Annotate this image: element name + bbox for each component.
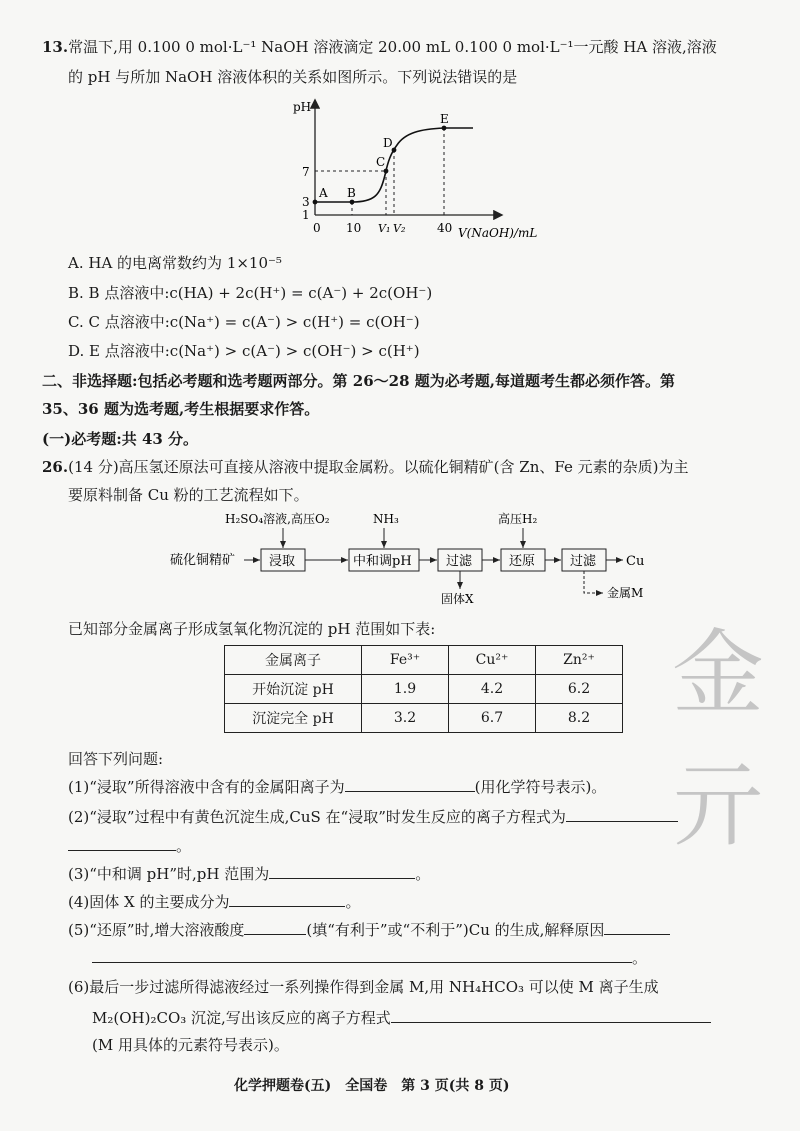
y-tick-3: 3 bbox=[302, 195, 310, 209]
subq-6-line1: (6)最后一步过滤所得滤液经过一系列操作得到金属 M,用 NH₄HCO₃ 可以使 M 离子生成 bbox=[68, 978, 659, 996]
svg-text:浸取: 浸取 bbox=[269, 554, 296, 569]
q13-stem-line2: 的 pH 与所加 NaOH 溶液体积的关系如图所示。下列说法错误的是 bbox=[68, 68, 518, 86]
point-a bbox=[313, 200, 318, 205]
subq-3: (3)“中和调 pH”时,pH 范围为 。 bbox=[68, 862, 430, 885]
answer-blank-6[interactable] bbox=[391, 1006, 711, 1023]
point-a-label: A bbox=[319, 186, 328, 200]
q13-option-c: C. C 点溶液中:c(Na⁺) = c(A⁻) > c(H⁺) = c(OH⁻) bbox=[68, 313, 420, 331]
q13-option-b: B. B 点溶液中:c(HA) + 2c(H⁺) = c(A⁻) + 2c(OH⁻) bbox=[68, 284, 433, 302]
svg-text:中和调pH: 中和调pH bbox=[353, 554, 412, 569]
q26-intro-line1 bbox=[42, 456, 688, 478]
subq-6-line3: (M 用具体的元素符号表示)。 bbox=[92, 1036, 289, 1054]
page-footer: 化学押题卷(五) 全国卷 第 3 页(共 8 页) bbox=[234, 1078, 510, 1094]
table-cell: 4.2 bbox=[449, 675, 536, 704]
answer-blank-5c[interactable] bbox=[92, 946, 632, 963]
point-b bbox=[350, 200, 355, 205]
section2-subheading: (一)必考题:共 43 分。 bbox=[42, 430, 199, 448]
precipitation-ph-table bbox=[224, 645, 623, 733]
table-header-row bbox=[225, 646, 623, 675]
subq-1: (1)“浸取”所得溶液中含有的金属阳离子为 (用化学符号表示)。 bbox=[68, 775, 606, 798]
answer-blank-3[interactable] bbox=[269, 862, 415, 879]
x-tick-10: 10 bbox=[346, 221, 362, 235]
q13-option-d: D. E 点溶液中:c(Na⁺) > c(A⁻) > c(OH⁻) > c(H⁺) bbox=[68, 342, 420, 360]
table-cell: 沉淀完全 pH bbox=[225, 704, 362, 733]
flow-reagent-nh3: NH₃ bbox=[373, 512, 399, 526]
y-tick-7: 7 bbox=[302, 165, 310, 179]
subq-5: (5)“还原”时,增大溶液酸度 (填“有利于”或“不利于”)Cu 的生成,解释原因 bbox=[68, 918, 670, 941]
answer-blank-5a[interactable] bbox=[244, 918, 306, 935]
x-tick-0: 0 bbox=[313, 221, 321, 235]
subq-2-cont: 。 bbox=[68, 834, 191, 857]
flow-reagent-acid: H₂SO₄溶液,高压O₂ bbox=[225, 512, 330, 526]
section2-line1: 二、非选择题:包括必考题和选考题两部分。第 26～28 题为必考题,每道题考生都必须作答。第 bbox=[42, 372, 675, 390]
x-tick-v1: V₁ bbox=[378, 222, 391, 235]
table-row bbox=[225, 675, 623, 704]
answer-intro: 回答下列问题: bbox=[68, 750, 164, 768]
answer-blank-5b[interactable] bbox=[604, 918, 670, 935]
answer-blank-4[interactable] bbox=[229, 890, 345, 907]
answer-blank-2b[interactable] bbox=[68, 834, 176, 851]
q26-intro-line2: 要原料制备 Cu 粉的工艺流程如下。 bbox=[68, 486, 309, 504]
table-intro: 已知部分金属离子形成氢氧化物沉淀的 pH 范围如下表: bbox=[68, 620, 436, 638]
svg-text:过滤: 过滤 bbox=[446, 554, 473, 569]
q26-number: 26. bbox=[42, 458, 69, 476]
table-cell: 8.2 bbox=[536, 704, 623, 733]
table-cell: 6.2 bbox=[536, 675, 623, 704]
table-header-cell: Zn²⁺ bbox=[536, 646, 623, 675]
subq-4: (4)固体 X 的主要成分为 。 bbox=[68, 890, 360, 913]
point-e bbox=[442, 126, 447, 131]
flow-product-cu: Cu bbox=[626, 554, 645, 569]
section2-line2: 35、36 题为选考题,考生根据要求作答。 bbox=[42, 400, 320, 418]
watermark: 金亓 bbox=[672, 620, 755, 859]
process-flowchart bbox=[165, 505, 685, 605]
q13-stem-line1 bbox=[42, 36, 717, 58]
point-b-label: B bbox=[347, 186, 356, 200]
flow-start: 硫化铜精矿 bbox=[170, 553, 236, 568]
table-header-cell: Fe³⁺ bbox=[362, 646, 449, 675]
point-d-label: D bbox=[383, 136, 393, 150]
q13-number: 13. bbox=[42, 38, 69, 56]
subq-5-cont: 。 bbox=[92, 946, 647, 969]
table-header-cell: Cu²⁺ bbox=[449, 646, 536, 675]
flow-solid-x: 固体X bbox=[441, 592, 474, 605]
y-axis-label: pH bbox=[293, 100, 312, 114]
titration-chart bbox=[285, 95, 605, 245]
q13-option-a: A. HA 的电离常数约为 1×10⁻⁵ bbox=[68, 254, 282, 272]
flow-metal-m: 金属M bbox=[607, 586, 644, 600]
table-cell: 6.7 bbox=[449, 704, 536, 733]
table-cell: 3.2 bbox=[362, 704, 449, 733]
x-tick-40: 40 bbox=[437, 221, 453, 235]
subq-6-line2: M₂(OH)₂CO₃ 沉淀,写出该反应的离子方程式 bbox=[92, 1006, 711, 1029]
y-tick-1: 1 bbox=[302, 208, 310, 222]
svg-text:还原: 还原 bbox=[509, 554, 536, 569]
table-header-cell: 金属离子 bbox=[225, 646, 362, 675]
answer-blank-2a[interactable] bbox=[566, 805, 678, 822]
x-axis-label: V(NaOH)/mL bbox=[458, 226, 538, 240]
q26-intro-text1: (14 分)高压氢还原法可直接从溶液中提取金属粉。以硫化铜精矿(含 Zn、Fe 元素的杂质)为主 bbox=[68, 458, 689, 476]
table-row bbox=[225, 704, 623, 733]
q13-stem-text1: 常温下,用 0.100 0 mol·L⁻¹ NaOH 溶液滴定 20.00 mL 0.100 0 mol·L⁻¹一元酸 HA 溶液,溶液 bbox=[68, 38, 717, 56]
table-cell: 1.9 bbox=[362, 675, 449, 704]
point-e-label: E bbox=[440, 112, 449, 126]
subq-2: (2)“浸取”过程中有黄色沉淀生成,CuS 在“浸取”时发生反应的离子方程式为 bbox=[68, 805, 678, 828]
table-cell: 开始沉淀 pH bbox=[225, 675, 362, 704]
x-tick-v2: V₂ bbox=[393, 222, 406, 235]
svg-text:过滤: 过滤 bbox=[570, 554, 597, 569]
point-c-label: C bbox=[376, 155, 386, 169]
flow-reagent-h2: 高压H₂ bbox=[498, 512, 538, 526]
point-c bbox=[384, 169, 389, 174]
answer-blank-1[interactable] bbox=[345, 775, 475, 792]
